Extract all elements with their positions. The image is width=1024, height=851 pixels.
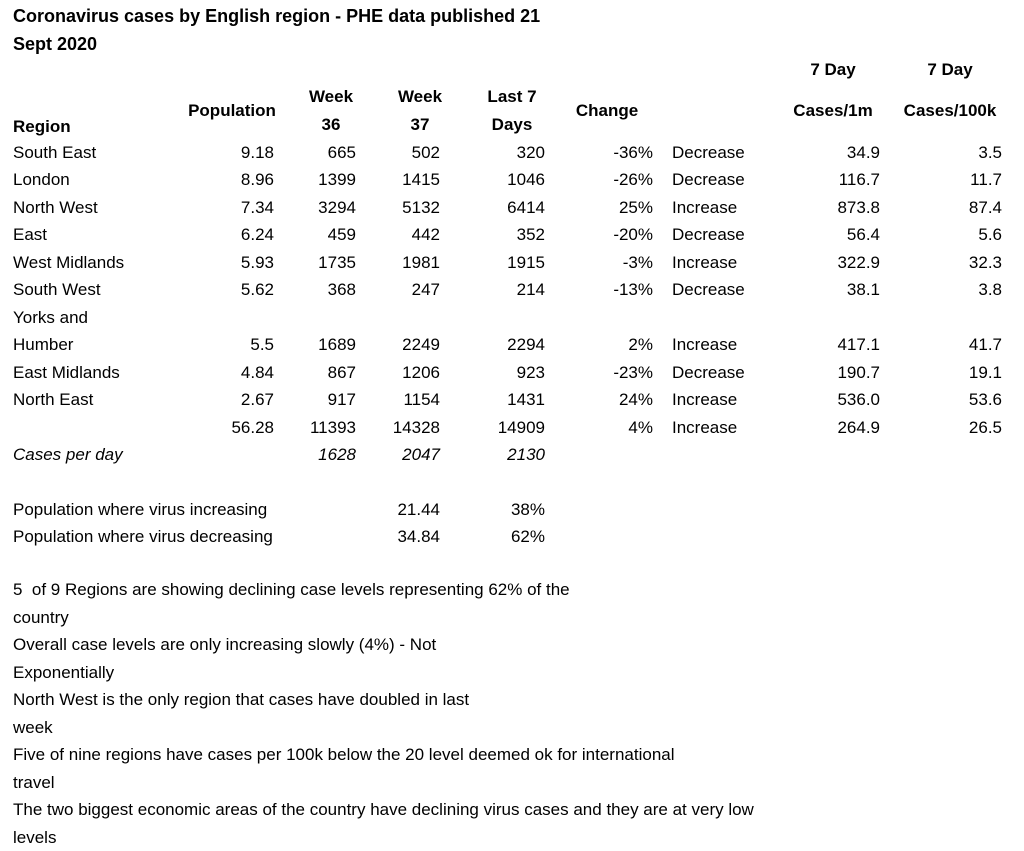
cell-week36: 1689 — [274, 335, 356, 355]
cell-cases-per-1m: 56.4 — [780, 225, 880, 245]
cell-cases-per-100k: 53.6 — [880, 390, 1002, 410]
cell-week36: 368 — [274, 280, 356, 300]
cell-region: Humber — [0, 335, 180, 355]
cell-week36: 917 — [274, 390, 356, 410]
header-population: Population — [188, 102, 276, 120]
cell-change: 4% — [545, 418, 653, 438]
header-week36-line2: 36 — [322, 116, 341, 134]
table-row — [0, 194, 1024, 222]
cell-week37: 1154 — [356, 390, 440, 410]
note-line: country — [13, 604, 1013, 632]
cell-cases-per-1m: 190.7 — [780, 363, 880, 383]
cell-population: 5.93 — [180, 253, 274, 273]
cell-region: South West — [0, 280, 180, 300]
summary-value-percent: 62% — [440, 527, 545, 547]
cell-last7days: 2130 — [440, 445, 545, 465]
cell-population: 7.34 — [180, 198, 274, 218]
header-week37-line1: Week — [398, 88, 442, 106]
table-row — [0, 304, 1024, 332]
cell-week37: 5132 — [356, 198, 440, 218]
table-body — [0, 139, 1024, 469]
cell-region: London — [0, 170, 180, 190]
table-row — [0, 332, 1024, 360]
cell-cases-per-100k: 19.1 — [880, 363, 1002, 383]
cell-region: East Midlands — [0, 363, 180, 383]
cell-direction: Increase — [653, 418, 780, 438]
cell-population: 2.67 — [180, 390, 274, 410]
header-week37-line2: 37 — [411, 116, 430, 134]
note-line: Five of nine regions have cases per 100k below the 20 level deemed ok for international — [13, 741, 1013, 769]
cell-region: North East — [0, 390, 180, 410]
cell-population: 8.96 — [180, 170, 274, 190]
cell-cases-per-1m: 873.8 — [780, 198, 880, 218]
note-line: North West is the only region that cases have doubled in last — [13, 686, 1013, 714]
cell-change: 2% — [545, 335, 653, 355]
cell-change: -20% — [545, 225, 653, 245]
cell-cases-per-100k: 41.7 — [880, 335, 1002, 355]
cell-cases-per-1m: 34.9 — [780, 143, 880, 163]
cell-week37: 247 — [356, 280, 440, 300]
page-title-line-2: Sept 2020 — [13, 31, 540, 59]
note-line: Exponentially — [13, 659, 1013, 687]
cell-region: Yorks and — [0, 308, 180, 328]
cell-week36: 11393 — [274, 418, 356, 438]
cell-week36: 867 — [274, 363, 356, 383]
table-row-total — [0, 414, 1024, 442]
cell-cases-per-1m: 264.9 — [780, 418, 880, 438]
cell-direction: Decrease — [653, 363, 780, 383]
cell-week37: 1206 — [356, 363, 440, 383]
notes-section — [13, 576, 1013, 851]
cell-last7days: 1431 — [440, 390, 545, 410]
cell-week36: 1399 — [274, 170, 356, 190]
cell-week36: 3294 — [274, 198, 356, 218]
page-title-line-1: Coronavirus cases by English region - PHE data published 21 — [13, 3, 540, 31]
cell-change: 25% — [545, 198, 653, 218]
cell-direction: Increase — [653, 198, 780, 218]
cell-week37: 14328 — [356, 418, 440, 438]
header-last7days-line2: Days — [492, 116, 533, 134]
cell-week37: 442 — [356, 225, 440, 245]
cell-last7days: 1915 — [440, 253, 545, 273]
cell-direction: Decrease — [653, 143, 780, 163]
header-week36-line1: Week — [309, 88, 353, 106]
note-line: 5 of 9 Regions are showing declining case levels representing 62% of the — [13, 576, 1013, 604]
header-region: Region — [13, 118, 71, 136]
cell-week37: 1415 — [356, 170, 440, 190]
cell-region: North West — [0, 198, 180, 218]
cell-population: 5.5 — [180, 335, 274, 355]
note-line: Overall case levels are only increasing slowly (4%) - Not — [13, 631, 1013, 659]
cell-cases-per-1m: 116.7 — [780, 170, 880, 190]
cell-population: 56.28 — [180, 418, 274, 438]
note-line: The two biggest economic areas of the country have declining virus cases and they are at very low — [13, 796, 1013, 824]
cell-week36: 459 — [274, 225, 356, 245]
cell-week37: 2047 — [356, 445, 440, 465]
header-cases-per-100k-line2: Cases/100k — [904, 102, 997, 120]
table-row — [0, 222, 1024, 250]
summary-label: Population where virus increasing — [0, 500, 356, 520]
cell-week37: 502 — [356, 143, 440, 163]
cell-population: 6.24 — [180, 225, 274, 245]
summary-section — [0, 496, 1024, 551]
summary-label: Population where virus decreasing — [0, 527, 356, 547]
table-row — [0, 139, 1024, 167]
table-row — [0, 167, 1024, 195]
note-line: travel — [13, 769, 1013, 797]
note-line: levels — [13, 824, 1013, 851]
cell-region: South East — [0, 143, 180, 163]
cell-change: -26% — [545, 170, 653, 190]
cell-week37: 2249 — [356, 335, 440, 355]
cell-region: East — [0, 225, 180, 245]
cell-change: 24% — [545, 390, 653, 410]
summary-value-population: 34.84 — [356, 527, 440, 547]
cell-direction: Decrease — [653, 225, 780, 245]
note-line: week — [13, 714, 1013, 742]
cell-last7days: 352 — [440, 225, 545, 245]
cell-week37: 1981 — [356, 253, 440, 273]
header-last7days-line1: Last 7 — [487, 88, 536, 106]
summary-row-decreasing — [0, 524, 1024, 552]
header-cases-per-100k-line1: 7 Day — [927, 61, 972, 79]
table-row — [0, 387, 1024, 415]
cell-cases-per-1m: 322.9 — [780, 253, 880, 273]
cell-change: -3% — [545, 253, 653, 273]
cell-week36: 665 — [274, 143, 356, 163]
cell-population: 4.84 — [180, 363, 274, 383]
cell-last7days: 14909 — [440, 418, 545, 438]
cell-cases-per-100k: 32.3 — [880, 253, 1002, 273]
table-row — [0, 277, 1024, 305]
cell-last7days: 1046 — [440, 170, 545, 190]
cell-population: 9.18 — [180, 143, 274, 163]
cell-region: West Midlands — [0, 253, 180, 273]
cell-direction: Increase — [653, 390, 780, 410]
cell-last7days: 923 — [440, 363, 545, 383]
cell-change: -36% — [545, 143, 653, 163]
cell-cases-per-1m: 417.1 — [780, 335, 880, 355]
cell-last7days: 320 — [440, 143, 545, 163]
cell-last7days: 2294 — [440, 335, 545, 355]
cell-cases-per-100k: 5.6 — [880, 225, 1002, 245]
summary-value-population: 21.44 — [356, 500, 440, 520]
cell-direction: Decrease — [653, 170, 780, 190]
page-title — [13, 3, 540, 58]
header-cases-per-1m-line2: Cases/1m — [793, 102, 872, 120]
cell-region: Cases per day — [0, 445, 180, 465]
summary-row-increasing — [0, 496, 1024, 524]
summary-value-percent: 38% — [440, 500, 545, 520]
cell-cases-per-100k: 11.7 — [880, 170, 1002, 190]
cell-cases-per-100k: 3.5 — [880, 143, 1002, 163]
cell-last7days: 6414 — [440, 198, 545, 218]
cell-change: -23% — [545, 363, 653, 383]
cell-direction: Increase — [653, 335, 780, 355]
cell-week36: 1735 — [274, 253, 356, 273]
cell-population: 5.62 — [180, 280, 274, 300]
cell-cases-per-100k: 3.8 — [880, 280, 1002, 300]
table-row-cases-per-day — [0, 442, 1024, 470]
cell-cases-per-100k: 26.5 — [880, 418, 1002, 438]
cell-direction: Increase — [653, 253, 780, 273]
table-header — [0, 55, 1024, 143]
table-row — [0, 249, 1024, 277]
header-change: Change — [576, 102, 638, 120]
table-row — [0, 359, 1024, 387]
cell-last7days: 214 — [440, 280, 545, 300]
cell-change: -13% — [545, 280, 653, 300]
header-cases-per-1m-line1: 7 Day — [810, 61, 855, 79]
cell-cases-per-1m: 38.1 — [780, 280, 880, 300]
cell-direction: Decrease — [653, 280, 780, 300]
cell-cases-per-100k: 87.4 — [880, 198, 1002, 218]
cell-week36: 1628 — [274, 445, 356, 465]
cell-cases-per-1m: 536.0 — [780, 390, 880, 410]
